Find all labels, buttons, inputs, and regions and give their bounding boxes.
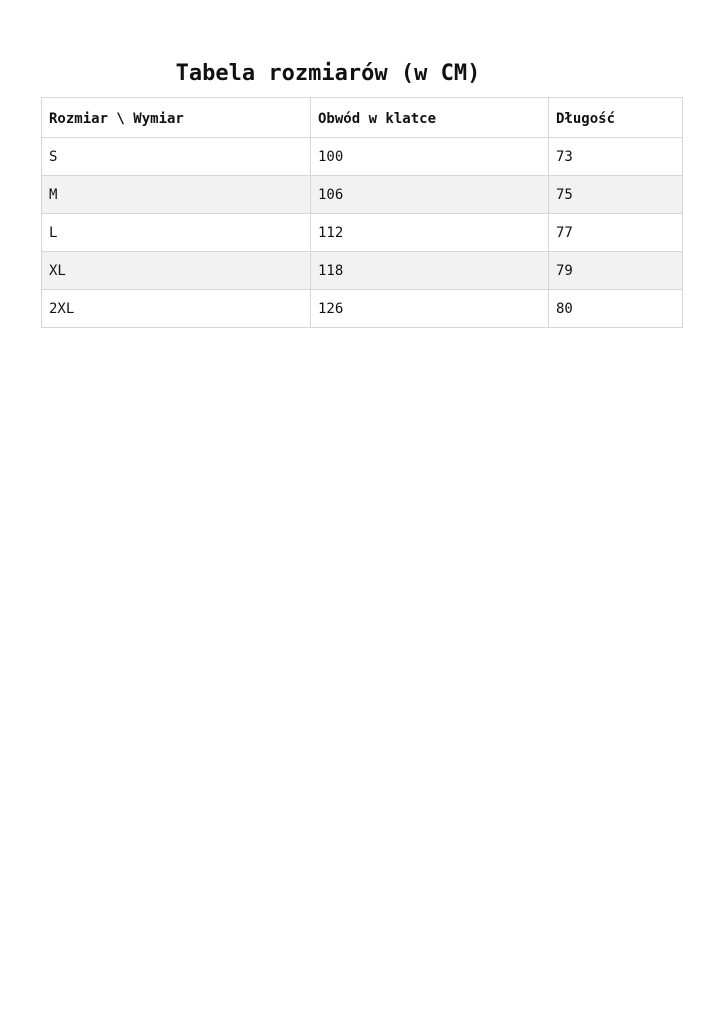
header-size-dimension: Rozmiar \ Wymiar — [42, 98, 311, 138]
header-length: Długość — [549, 98, 683, 138]
cell-length: 73 — [549, 138, 683, 176]
cell-size: L — [42, 214, 311, 252]
table-row — [42, 290, 683, 328]
table-row — [42, 252, 683, 290]
cell-length: 79 — [549, 252, 683, 290]
page-title: Tabela rozmiarów (w CM) — [175, 60, 481, 86]
cell-length: 80 — [549, 290, 683, 328]
cell-chest: 106 — [311, 176, 549, 214]
cell-size: 2XL — [42, 290, 311, 328]
header-chest-circumference: Obwód w klatce — [311, 98, 549, 138]
table-row — [42, 138, 683, 176]
cell-chest: 126 — [311, 290, 549, 328]
cell-size: S — [42, 138, 311, 176]
cell-chest: 112 — [311, 214, 549, 252]
cell-chest: 100 — [311, 138, 549, 176]
table-row — [42, 176, 683, 214]
size-table — [41, 97, 683, 328]
cell-size: M — [42, 176, 311, 214]
cell-length: 77 — [549, 214, 683, 252]
cell-chest: 118 — [311, 252, 549, 290]
table-row — [42, 214, 683, 252]
cell-length: 75 — [549, 176, 683, 214]
cell-size: XL — [42, 252, 311, 290]
table-header-row — [42, 98, 683, 138]
